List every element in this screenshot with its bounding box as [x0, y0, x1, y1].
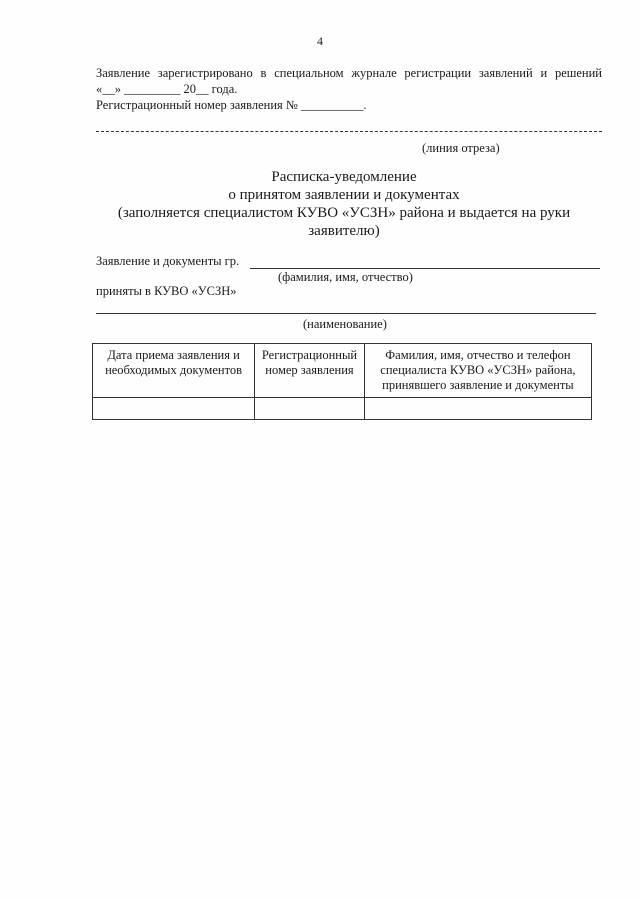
receipt-table — [92, 343, 592, 420]
fio-hint: (фамилия, имя, отчество) — [278, 270, 413, 284]
table-header-row — [93, 344, 592, 398]
registration-number-line: Регистрационный номер заявления № __________. — [96, 98, 367, 112]
accepted-label: приняты в КУВО «УСЗН» — [96, 284, 237, 298]
header-date-received: Дата приема заявления и необходимых документов — [93, 344, 255, 398]
registration-date-line: «__» _________ 20__ года. — [96, 82, 238, 96]
receipt-subtitle: о принятом заявлении и документах — [228, 187, 460, 203]
applicant-name-line — [250, 268, 600, 269]
docs-from-label: Заявление и документы гр. — [96, 254, 240, 268]
cell-date-received — [93, 398, 255, 420]
cut-line — [96, 131, 602, 132]
name-hint: (наименование) — [303, 317, 387, 331]
receipt-heading — [86, 168, 602, 240]
receipt-instruction: (заполняется специалистом КУВО «УСЗН» района и выдается на руки — [117, 205, 571, 221]
department-name-line — [96, 313, 596, 314]
header-specialist: Фамилия, имя, отчество и телефон специалиста КУВО «УСЗН» района, принявшего заявление и документы — [364, 344, 591, 398]
receipt-title: Расписка-уведомление — [271, 169, 417, 185]
header-registration-number: Регистрационный номер заявления — [255, 344, 365, 398]
table-row — [93, 398, 592, 420]
page-number: 4 — [317, 34, 323, 48]
cut-line-caption: (линия отреза) — [422, 141, 500, 155]
cell-registration-number — [255, 398, 365, 420]
receipt-instruction-cont: заявителю) — [308, 223, 380, 239]
registration-statement: Заявление зарегистрировано в специальном журнале регистрации заявлений и решений — [96, 66, 602, 80]
cell-specialist — [364, 398, 591, 420]
